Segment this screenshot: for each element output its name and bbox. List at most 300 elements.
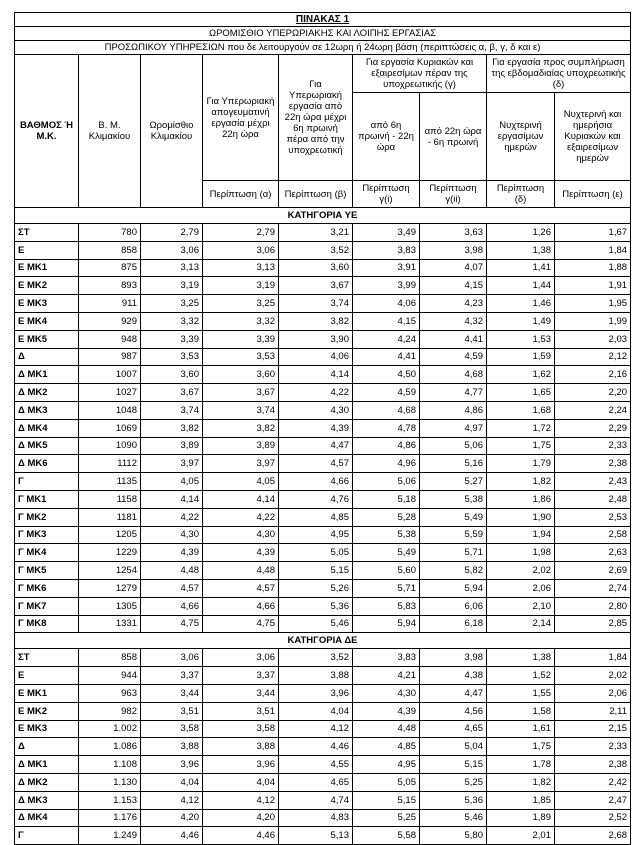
value-cell: 4,78 bbox=[353, 419, 420, 437]
value-cell: 4,32 bbox=[420, 312, 487, 330]
value-cell: 4,23 bbox=[420, 295, 487, 313]
value-cell: 4,59 bbox=[420, 348, 487, 366]
table-row bbox=[15, 295, 631, 313]
value-cell: 4,04 bbox=[203, 773, 279, 791]
value-cell: 2,43 bbox=[555, 473, 631, 491]
value-cell: 2,24 bbox=[555, 401, 631, 419]
value-cell: 1,44 bbox=[487, 277, 555, 295]
value-cell: 5,38 bbox=[353, 526, 420, 544]
grade-cell: Γ ΜΚ1 bbox=[15, 490, 79, 508]
table-row bbox=[15, 259, 631, 277]
value-cell: 3,32 bbox=[203, 312, 279, 330]
value-cell: 1,90 bbox=[487, 508, 555, 526]
value-cell: 4,96 bbox=[353, 455, 420, 473]
value-cell: 4,65 bbox=[420, 720, 487, 738]
table-row bbox=[15, 224, 631, 242]
value-cell: 3,82 bbox=[279, 312, 353, 330]
value-cell: 3,51 bbox=[141, 702, 203, 720]
value-cell: 3,63 bbox=[420, 224, 487, 242]
value-cell: 948 bbox=[79, 330, 141, 348]
value-cell: 4,30 bbox=[279, 401, 353, 419]
table-row bbox=[15, 473, 631, 491]
value-cell: 5,49 bbox=[353, 544, 420, 562]
value-cell: 3,52 bbox=[279, 649, 353, 667]
value-cell: 3,44 bbox=[203, 684, 279, 702]
header-case-b: Περίπτωση (β) bbox=[279, 181, 353, 208]
category-row bbox=[15, 633, 631, 649]
category-label: ΚΑΤΗΓΟΡΙΑ ΥΕ bbox=[15, 208, 631, 224]
value-cell: 4,20 bbox=[203, 809, 279, 827]
value-cell: 1,61 bbox=[487, 720, 555, 738]
grade-cell: Δ ΜΚ3 bbox=[15, 791, 79, 809]
value-cell: 2,29 bbox=[555, 419, 631, 437]
value-cell: 1,94 bbox=[487, 526, 555, 544]
header-vathmos: ΒΑΘΜΟΣ Ή Μ.Κ. bbox=[15, 55, 79, 208]
table-row bbox=[15, 526, 631, 544]
value-cell: 1,67 bbox=[555, 224, 631, 242]
value-cell: 3,58 bbox=[203, 720, 279, 738]
value-cell: 4,57 bbox=[141, 579, 203, 597]
value-cell: 1.086 bbox=[79, 738, 141, 756]
value-cell: 4,46 bbox=[279, 738, 353, 756]
value-cell: 3,67 bbox=[279, 277, 353, 295]
value-cell: 3,60 bbox=[141, 366, 203, 384]
value-cell: 4,39 bbox=[141, 544, 203, 562]
grade-cell: Γ ΜΚ4 bbox=[15, 544, 79, 562]
value-cell: 780 bbox=[79, 224, 141, 242]
table-subtitle-2: ΠΡΟΣΩΠΙΚΟΥ ΥΠΗΡΕΣΙΩΝ που δε λειτουργούν σε 12ωρη ή 24ωρη βάση (περιπτώσεις α, β, γ, δ και ε) bbox=[15, 41, 631, 55]
value-cell: 4,05 bbox=[141, 473, 203, 491]
value-cell: 1.153 bbox=[79, 791, 141, 809]
value-cell: 1254 bbox=[79, 562, 141, 580]
grade-cell: Γ ΜΚ8 bbox=[15, 615, 79, 633]
value-cell: 6,18 bbox=[420, 615, 487, 633]
value-cell: 3,83 bbox=[353, 649, 420, 667]
value-cell: 1112 bbox=[79, 455, 141, 473]
value-cell: 1069 bbox=[79, 419, 141, 437]
value-cell: 5,94 bbox=[353, 615, 420, 633]
table-row bbox=[15, 455, 631, 473]
grade-cell: ΣΤ bbox=[15, 649, 79, 667]
value-cell: 5,71 bbox=[353, 579, 420, 597]
header-d: Νυχτερινή εργασίμων ημερών bbox=[487, 93, 555, 181]
value-cell: 1,75 bbox=[487, 437, 555, 455]
table-row bbox=[15, 366, 631, 384]
value-cell: 5,15 bbox=[279, 562, 353, 580]
grade-cell: Γ ΜΚ5 bbox=[15, 562, 79, 580]
value-cell: 2,69 bbox=[555, 562, 631, 580]
value-cell: 5,80 bbox=[420, 827, 487, 845]
value-cell: 5,94 bbox=[420, 579, 487, 597]
grade-cell: Ε bbox=[15, 667, 79, 685]
value-cell: 4,12 bbox=[203, 791, 279, 809]
value-cell: 4,38 bbox=[420, 667, 487, 685]
table-row bbox=[15, 791, 631, 809]
category-row bbox=[15, 208, 631, 224]
value-cell: 3,97 bbox=[203, 455, 279, 473]
value-cell: 963 bbox=[79, 684, 141, 702]
value-cell: 5,06 bbox=[353, 473, 420, 491]
grade-cell: Ε ΜΚ1 bbox=[15, 259, 79, 277]
value-cell: 2,33 bbox=[555, 738, 631, 756]
value-cell: 2,74 bbox=[555, 579, 631, 597]
value-cell: 3,19 bbox=[203, 277, 279, 295]
table-row bbox=[15, 597, 631, 615]
value-cell: 1,82 bbox=[487, 773, 555, 791]
value-cell: 5,05 bbox=[353, 773, 420, 791]
table-row bbox=[15, 827, 631, 845]
header-g1: από 6η πρωινή - 22η ώρα bbox=[353, 93, 420, 181]
value-cell: 1090 bbox=[79, 437, 141, 455]
value-cell: 3,88 bbox=[203, 738, 279, 756]
value-cell: 4,56 bbox=[420, 702, 487, 720]
value-cell: 5,83 bbox=[353, 597, 420, 615]
value-cell: 1,26 bbox=[487, 224, 555, 242]
value-cell: 2,06 bbox=[487, 579, 555, 597]
value-cell: 4,46 bbox=[141, 827, 203, 845]
table-row bbox=[15, 312, 631, 330]
value-cell: 1,49 bbox=[487, 312, 555, 330]
value-cell: 4,66 bbox=[203, 597, 279, 615]
value-cell: 2,10 bbox=[487, 597, 555, 615]
value-cell: 3,67 bbox=[203, 384, 279, 402]
value-cell: 3,82 bbox=[141, 419, 203, 437]
value-cell: 4,50 bbox=[353, 366, 420, 384]
grade-cell: Γ bbox=[15, 827, 79, 845]
value-cell: 3,53 bbox=[203, 348, 279, 366]
value-cell: 2,48 bbox=[555, 490, 631, 508]
table-row bbox=[15, 720, 631, 738]
value-cell: 1007 bbox=[79, 366, 141, 384]
value-cell: 5,15 bbox=[420, 756, 487, 774]
value-cell: 5,15 bbox=[353, 791, 420, 809]
value-cell: 4,47 bbox=[279, 437, 353, 455]
value-cell: 3,74 bbox=[203, 401, 279, 419]
value-cell: 5,46 bbox=[420, 809, 487, 827]
value-cell: 4,14 bbox=[203, 490, 279, 508]
value-cell: 2,02 bbox=[555, 667, 631, 685]
value-cell: 3,96 bbox=[203, 756, 279, 774]
value-cell: 4,04 bbox=[141, 773, 203, 791]
value-cell: 1,99 bbox=[555, 312, 631, 330]
header-a: Για Υπερωριακή απογευματινή εργασία μέχρι 22η ώρα bbox=[203, 55, 279, 181]
grade-cell: Δ ΜΚ2 bbox=[15, 773, 79, 791]
value-cell: 1181 bbox=[79, 508, 141, 526]
value-cell: 3,74 bbox=[141, 401, 203, 419]
value-cell: 987 bbox=[79, 348, 141, 366]
value-cell: 3,58 bbox=[141, 720, 203, 738]
value-cell: 4,06 bbox=[279, 348, 353, 366]
grade-cell: Δ ΜΚ2 bbox=[15, 384, 79, 402]
value-cell: 5,25 bbox=[353, 809, 420, 827]
value-cell: 3,88 bbox=[141, 738, 203, 756]
value-cell: 1,53 bbox=[487, 330, 555, 348]
table-row bbox=[15, 277, 631, 295]
value-cell: 1,38 bbox=[487, 649, 555, 667]
table-row bbox=[15, 348, 631, 366]
table-row bbox=[15, 330, 631, 348]
value-cell: 3,67 bbox=[141, 384, 203, 402]
grade-cell: Δ bbox=[15, 738, 79, 756]
value-cell: 4,47 bbox=[420, 684, 487, 702]
value-cell: 875 bbox=[79, 259, 141, 277]
value-cell: 3,52 bbox=[279, 241, 353, 259]
value-cell: 3,37 bbox=[203, 667, 279, 685]
value-cell: 1,91 bbox=[555, 277, 631, 295]
value-cell: 1,62 bbox=[487, 366, 555, 384]
value-cell: 4,12 bbox=[141, 791, 203, 809]
value-cell: 3,74 bbox=[279, 295, 353, 313]
value-cell: 4,39 bbox=[203, 544, 279, 562]
header-g-group: Για εργασία Κυριακών και εξαιρεσίμων πέραν της υποχρεωτικής (γ) bbox=[353, 55, 487, 93]
value-cell: 1279 bbox=[79, 579, 141, 597]
value-cell: 2,03 bbox=[555, 330, 631, 348]
header-case-g2: Περίπτωση γ(ii) bbox=[420, 181, 487, 208]
table-title: ΠΙΝΑΚΑΣ 1 bbox=[15, 13, 631, 27]
value-cell: 1158 bbox=[79, 490, 141, 508]
value-cell: 3,89 bbox=[141, 437, 203, 455]
value-cell: 4,97 bbox=[420, 419, 487, 437]
value-cell: 5,16 bbox=[420, 455, 487, 473]
value-cell: 1,55 bbox=[487, 684, 555, 702]
grade-cell: Δ ΜΚ4 bbox=[15, 809, 79, 827]
value-cell: 4,30 bbox=[141, 526, 203, 544]
header-case-e: Περίπτωση (ε) bbox=[555, 181, 631, 208]
value-cell: 2,79 bbox=[203, 224, 279, 242]
grade-cell: Ε bbox=[15, 241, 79, 259]
value-cell: 1.002 bbox=[79, 720, 141, 738]
value-cell: 4,41 bbox=[353, 348, 420, 366]
value-cell: 1.249 bbox=[79, 827, 141, 845]
value-cell: 1,86 bbox=[487, 490, 555, 508]
value-cell: 5,71 bbox=[420, 544, 487, 562]
value-cell: 4,21 bbox=[353, 667, 420, 685]
value-cell: 1205 bbox=[79, 526, 141, 544]
grade-cell: Δ ΜΚ3 bbox=[15, 401, 79, 419]
value-cell: 911 bbox=[79, 295, 141, 313]
value-cell: 4,48 bbox=[203, 562, 279, 580]
value-cell: 1.108 bbox=[79, 756, 141, 774]
value-cell: 1,68 bbox=[487, 401, 555, 419]
grade-cell: Ε ΜΚ5 bbox=[15, 330, 79, 348]
value-cell: 2,33 bbox=[555, 437, 631, 455]
value-cell: 2,47 bbox=[555, 791, 631, 809]
value-cell: 5,13 bbox=[279, 827, 353, 845]
value-cell: 2,68 bbox=[555, 827, 631, 845]
value-cell: 929 bbox=[79, 312, 141, 330]
value-cell: 5,59 bbox=[420, 526, 487, 544]
value-cell: 1135 bbox=[79, 473, 141, 491]
value-cell: 4,39 bbox=[279, 419, 353, 437]
value-cell: 3,83 bbox=[353, 241, 420, 259]
value-cell: 1,82 bbox=[487, 473, 555, 491]
value-cell: 1,41 bbox=[487, 259, 555, 277]
value-cell: 1,75 bbox=[487, 738, 555, 756]
value-cell: 2,20 bbox=[555, 384, 631, 402]
value-cell: 4,95 bbox=[279, 526, 353, 544]
value-cell: 3,49 bbox=[353, 224, 420, 242]
value-cell: 1.176 bbox=[79, 809, 141, 827]
value-cell: 1,46 bbox=[487, 295, 555, 313]
table-row bbox=[15, 490, 631, 508]
grade-cell: Γ bbox=[15, 473, 79, 491]
value-cell: 4,83 bbox=[279, 809, 353, 827]
value-cell: 5,38 bbox=[420, 490, 487, 508]
table-row bbox=[15, 562, 631, 580]
grade-cell: Δ ΜΚ1 bbox=[15, 366, 79, 384]
value-cell: 3,96 bbox=[141, 756, 203, 774]
value-cell: 2,53 bbox=[555, 508, 631, 526]
value-cell: 2,38 bbox=[555, 455, 631, 473]
value-cell: 4,20 bbox=[141, 809, 203, 827]
value-cell: 4,12 bbox=[279, 720, 353, 738]
value-cell: 2,16 bbox=[555, 366, 631, 384]
value-cell: 3,13 bbox=[141, 259, 203, 277]
value-cell: 4,46 bbox=[203, 827, 279, 845]
category-label: ΚΑΤΗΓΟΡΙΑ ΔΕ bbox=[15, 633, 631, 649]
value-cell: 4,30 bbox=[353, 684, 420, 702]
value-cell: 5,28 bbox=[353, 508, 420, 526]
grade-cell: Ε ΜΚ2 bbox=[15, 277, 79, 295]
value-cell: 4,22 bbox=[279, 384, 353, 402]
value-cell: 2,12 bbox=[555, 348, 631, 366]
overtime-pay-table bbox=[14, 12, 631, 845]
header-case-d: Περίπτωση (δ) bbox=[487, 181, 555, 208]
value-cell: 2,14 bbox=[487, 615, 555, 633]
value-cell: 4,04 bbox=[279, 702, 353, 720]
value-cell: 3,53 bbox=[141, 348, 203, 366]
grade-cell: Ε ΜΚ1 bbox=[15, 684, 79, 702]
value-cell: 3,32 bbox=[141, 312, 203, 330]
grade-cell: Γ ΜΚ7 bbox=[15, 597, 79, 615]
value-cell: 4,66 bbox=[141, 597, 203, 615]
value-cell: 6,06 bbox=[420, 597, 487, 615]
value-cell: 4,76 bbox=[279, 490, 353, 508]
table-row bbox=[15, 241, 631, 259]
value-cell: 5,04 bbox=[420, 738, 487, 756]
value-cell: 4,86 bbox=[353, 437, 420, 455]
value-cell: 4,95 bbox=[353, 756, 420, 774]
value-cell: 4,66 bbox=[279, 473, 353, 491]
value-cell: 1,84 bbox=[555, 241, 631, 259]
value-cell: 5,25 bbox=[420, 773, 487, 791]
value-cell: 1,95 bbox=[555, 295, 631, 313]
value-cell: 1,38 bbox=[487, 241, 555, 259]
value-cell: 2,52 bbox=[555, 809, 631, 827]
value-cell: 1331 bbox=[79, 615, 141, 633]
table-row bbox=[15, 544, 631, 562]
value-cell: 3,19 bbox=[141, 277, 203, 295]
value-cell: 5,60 bbox=[353, 562, 420, 580]
value-cell: 4,68 bbox=[353, 401, 420, 419]
grade-cell: Γ ΜΚ2 bbox=[15, 508, 79, 526]
value-cell: 4,05 bbox=[203, 473, 279, 491]
value-cell: 2,06 bbox=[555, 684, 631, 702]
value-cell: 4,30 bbox=[203, 526, 279, 544]
value-cell: 1,79 bbox=[487, 455, 555, 473]
value-cell: 4,39 bbox=[353, 702, 420, 720]
value-cell: 2,63 bbox=[555, 544, 631, 562]
value-cell: 3,06 bbox=[141, 241, 203, 259]
value-cell: 2,01 bbox=[487, 827, 555, 845]
grade-cell: Γ ΜΚ6 bbox=[15, 579, 79, 597]
value-cell: 3,13 bbox=[203, 259, 279, 277]
header-g2: από 22η ώρα - 6η πρωινή bbox=[420, 93, 487, 181]
header-case-a: Περίπτωση (α) bbox=[203, 181, 279, 208]
grade-cell: Δ ΜΚ6 bbox=[15, 455, 79, 473]
value-cell: 4,59 bbox=[353, 384, 420, 402]
grade-cell: Δ ΜΚ1 bbox=[15, 756, 79, 774]
value-cell: 1,58 bbox=[487, 702, 555, 720]
value-cell: 4,86 bbox=[420, 401, 487, 419]
value-cell: 4,14 bbox=[141, 490, 203, 508]
value-cell: 4,22 bbox=[203, 508, 279, 526]
value-cell: 4,22 bbox=[141, 508, 203, 526]
value-cell: 893 bbox=[79, 277, 141, 295]
value-cell: 1,85 bbox=[487, 791, 555, 809]
value-cell: 2,38 bbox=[555, 756, 631, 774]
value-cell: 2,58 bbox=[555, 526, 631, 544]
value-cell: 3,60 bbox=[203, 366, 279, 384]
value-cell: 3,25 bbox=[141, 295, 203, 313]
table-row bbox=[15, 419, 631, 437]
value-cell: 5,58 bbox=[353, 827, 420, 845]
header-bm: Β. Μ. Κλιμακίου bbox=[79, 55, 141, 208]
grade-cell: Δ ΜΚ4 bbox=[15, 419, 79, 437]
value-cell: 1,65 bbox=[487, 384, 555, 402]
value-cell: 4,55 bbox=[279, 756, 353, 774]
value-cell: 5,26 bbox=[279, 579, 353, 597]
value-cell: 3,98 bbox=[420, 649, 487, 667]
table-row bbox=[15, 384, 631, 402]
value-cell: 5,06 bbox=[420, 437, 487, 455]
value-cell: 4,06 bbox=[353, 295, 420, 313]
value-cell: 4,68 bbox=[420, 366, 487, 384]
value-cell: 1,72 bbox=[487, 419, 555, 437]
value-cell: 5,18 bbox=[353, 490, 420, 508]
table-row bbox=[15, 615, 631, 633]
grade-cell: Ε ΜΚ3 bbox=[15, 295, 79, 313]
value-cell: 1,88 bbox=[555, 259, 631, 277]
value-cell: 1,52 bbox=[487, 667, 555, 685]
value-cell: 5,36 bbox=[420, 791, 487, 809]
value-cell: 3,06 bbox=[141, 649, 203, 667]
table-row bbox=[15, 738, 631, 756]
grade-cell: ΣΤ bbox=[15, 224, 79, 242]
value-cell: 3,89 bbox=[203, 437, 279, 455]
value-cell: 4,24 bbox=[353, 330, 420, 348]
value-cell: 3,44 bbox=[141, 684, 203, 702]
value-cell: 3,96 bbox=[279, 684, 353, 702]
value-cell: 2,11 bbox=[555, 702, 631, 720]
value-cell: 4,15 bbox=[420, 277, 487, 295]
value-cell: 2,79 bbox=[141, 224, 203, 242]
value-cell: 5,49 bbox=[420, 508, 487, 526]
grade-cell: Δ bbox=[15, 348, 79, 366]
header-case-g1: Περίπτωση γ(i) bbox=[353, 181, 420, 208]
value-cell: 944 bbox=[79, 667, 141, 685]
value-cell: 1027 bbox=[79, 384, 141, 402]
value-cell: 3,06 bbox=[203, 241, 279, 259]
table-row bbox=[15, 579, 631, 597]
value-cell: 4,57 bbox=[279, 455, 353, 473]
value-cell: 3,91 bbox=[353, 259, 420, 277]
value-cell: 4,85 bbox=[279, 508, 353, 526]
grade-cell: Δ ΜΚ5 bbox=[15, 437, 79, 455]
value-cell: 3,98 bbox=[420, 241, 487, 259]
value-cell: 982 bbox=[79, 702, 141, 720]
value-cell: 1,89 bbox=[487, 809, 555, 827]
